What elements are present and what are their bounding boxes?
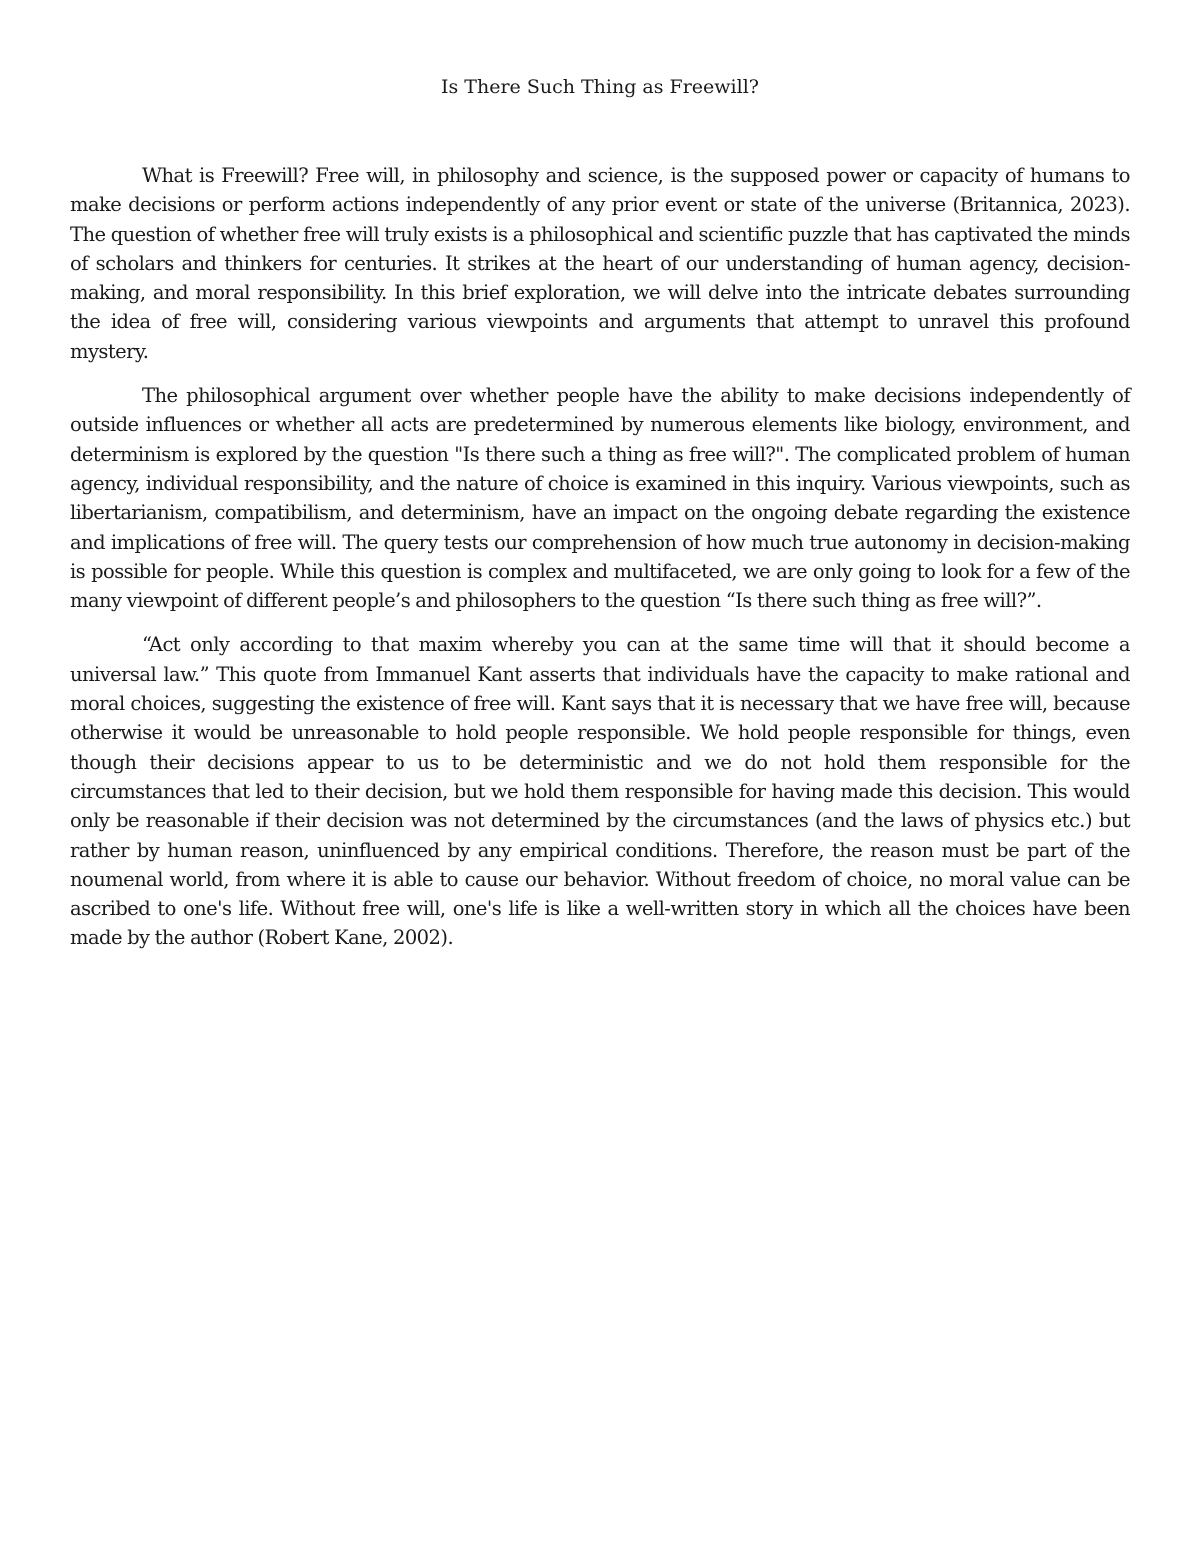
paragraph-kant: “Act only according to that maxim whereby you can at the same time will that it should become a universal law.” This quote from Immanuel Kant asserts that individuals have the capacity to make rational and moral choices, suggesting the existence of free will. Kant says that it is necessary that we have free will, because otherwise it would be unreasonable to hold people responsible. We hold people responsible for things, even though their decisions appear to us to be deterministic and we do not hold them responsible for the circumstances that led to their decision, but we hold them responsible for having made this decision. This would only be reasonable if their decision was not determined by the circumstances (and the laws of physics etc.) but rather by human reason, uninfluenced by any empirical conditions. Therefore, the reason must be part of the noumenal world, from where it is able to cause our behavior. Without freedom of choice, no moral value can be ascribed to one's life. Without free will, one's life is like a well-written story in which all the choices have been made by the author (Robert Kane, 2002). [70,633,1130,950]
paragraph-intro: What is Freewill? Free will, in philosophy and science, is the supposed power or capacity of humans to make decisions or perform actions independently of any prior event or state of the universe (Britannica, 2023). The question of whether free will truly exists is a philosophical and scientific puzzle that has captivated the minds of scholars and thinkers for centuries. It strikes at the heart of our understanding of human agency, decision-making, and moral responsibility. In this brief exploration, we will delve into the intricate debates surrounding the idea of free will, considering various viewpoints and arguments that attempt to unravel this profound mystery. [70,164,1130,363]
document-title: Is There Such Thing as Freewill? [441,76,759,98]
paragraph-argument: The philosophical argument over whether people have the ability to make decisions independently of outside influences or whether all acts are predetermined by numerous elements like biology, environment, and determinism is explored by the question "Is there such a thing as free will?". The complicated problem of human agency, individual responsibility, and the nature of choice is examined in this inquiry. Various viewpoints, such as libertarianism, compatibilism, and determinism, have an impact on the ongoing debate regarding the existence and implications of free will. The query tests our comprehension of how much true autonomy in decision-making is possible for people. While this question is complex and multifaceted, we are only going to look for a few of the many viewpoint of different people’s and philosophers to the question “Is there such thing as free will?”. [70,384,1130,613]
document-body [70,161,1130,968]
